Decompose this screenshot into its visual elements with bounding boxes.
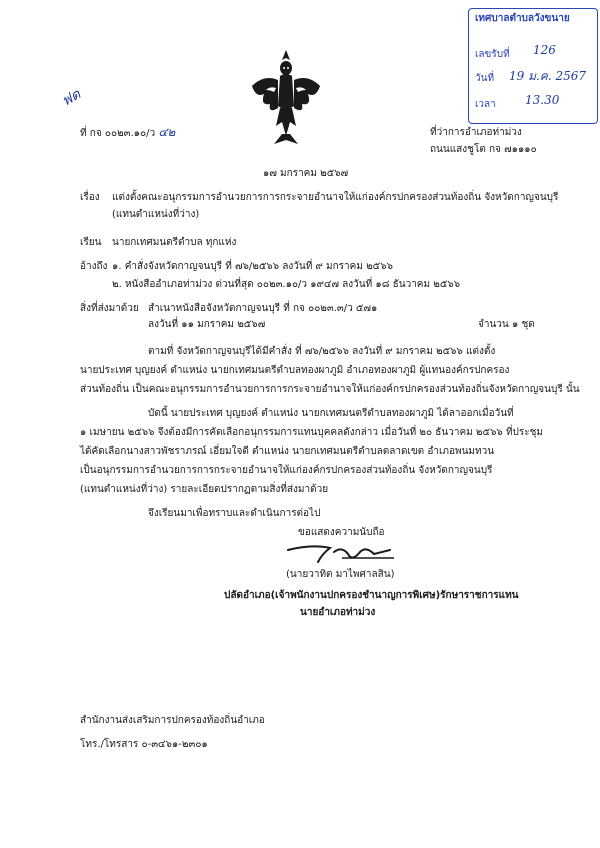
attachment-line-1: สำเนาหนังสือจังหวัดกาญจนบุรี ที่ กจ ๐๐๒๓.๓/ว ๕๗๑ <box>148 303 378 314</box>
recipient-label: เรียน <box>80 237 102 248</box>
reference-number-text: ที่ กจ ๐๐๒๓.๑๐/ว <box>80 128 156 139</box>
office-name: ที่ว่าการอำเภอท่าม่วง <box>430 127 522 138</box>
attachment-label: สิ่งที่ส่งมาด้วย <box>80 303 139 314</box>
stamp-time-value: 13.30 <box>525 93 560 107</box>
office-address: ถนนแสงชูโต กจ ๗๑๑๑๐ <box>430 144 537 155</box>
reference-item-2: ๒. หนังสืออำเภอท่าม่วง ด่วนที่สุด ๐๐๒๓.๑๐/ว ๑๙๔๗ ลงวันที่ ๑๘ ธันวาคม ๒๕๖๖ <box>112 279 461 290</box>
body-paragraph-1-line-3: ส่วนท้องถิ่น เป็นคณะอนุกรรมการอำนวยการการกระจายอำนาจให้แก่องค์กรปกครองส่วนท้องถิ่นจังหวัดกาญจนบุรี นั้น <box>80 384 580 395</box>
receiving-stamp <box>468 8 598 124</box>
body-paragraph-1-line-2: นายประเทศ บุญยงค์ ตำแหน่ง นายกเทศมนตรีตำบลทองผาภูมิ อำเภอทองผาภูมิ ผู้แทนองค์กรปกครอง <box>80 365 510 376</box>
stamp-time-label: เวลา <box>475 99 496 110</box>
stamp-receive-label: เลขรับที่ <box>475 49 510 60</box>
stamp-date-value: 19 ม.ค. 2567 <box>509 69 587 83</box>
body-paragraph-2-line-4: เป็นอนุกรรมการอำนวยการการกระจายอำนาจให้แก่องค์กรปกครองส่วนท้องถิ่น จังหวัดกาญจนบุรี <box>80 465 493 476</box>
reference-number-handwritten: ๔๒ <box>158 125 176 139</box>
attachment-line-2: ลงวันที่ ๑๑ มกราคม ๒๕๖๗ <box>148 319 266 330</box>
recipient-text: นายกเทศมนตรีตำบล ทุกแห่ง <box>112 237 237 248</box>
signature-icon <box>282 540 402 568</box>
closing-text: ขอแสดงความนับถือ <box>298 527 385 538</box>
footer-department: สำนักงานส่งเสริมการปกครองท้องถิ่นอำเภอ <box>80 715 265 726</box>
signer-position-2: นายอำเภอท่าม่วง <box>300 607 376 618</box>
signer-name: (นายวาทิต มาไพศาลสิน) <box>286 569 395 580</box>
body-paragraph-2-line-5: (แทนตำแหน่งที่ว่าง) รายละเอียดปรากฏตามสิ่งที่ส่งมาด้วย <box>80 484 329 495</box>
stamp-office: เทศบาลตำบลวังขนาย <box>475 13 570 24</box>
body-paragraph-2-line-2: ๑ เมษายน ๒๕๖๖ จึงต้องมีการคัดเลือกอนุกรรมการแทนบุคคลดังกล่าว เมื่อวันที่ ๒๐ ธันวาคม ๒๕๖๖ ที่ประชุม <box>80 427 544 438</box>
body-paragraph-2-line-3: ได้คัดเลือกนางสาวพัชราภรณ์ เอี่ยมใจดี ตำแหน่ง นายกเทศมนตรีตำบลตลาดเขต อำเภอพนมทวน <box>80 446 495 457</box>
attachment-quantity: จำนวน ๑ ชุด <box>478 319 535 330</box>
margin-note: ฟด <box>59 86 84 110</box>
stamp-receive-no: 126 <box>533 43 556 57</box>
body-paragraph-2-line-1: บัดนี้ นายประเทศ บุญยงค์ ตำแหน่ง นายกเทศมนตรีตำบลทองผาภูมิ ได้ลาออกเมื่อวันที่ <box>148 408 514 419</box>
subject-label: เรื่อง <box>80 192 100 203</box>
body-paragraph-1-line-1: ตามที่ จังหวัดกาญจนบุรีได้มีคำสั่ง ที่ ๗๖/๒๕๖๖ ลงวันที่ ๙ มกราคม ๒๕๖๖ แต่งตั้ง <box>148 346 496 357</box>
document-date: ๑๗ มกราคม ๒๕๖๗ <box>263 168 349 179</box>
garuda-emblem-icon <box>246 46 326 146</box>
body-paragraph-3: จึงเรียนมาเพื่อทราบและดำเนินการต่อไป <box>148 508 321 519</box>
reference-label: อ้างถึง <box>80 261 108 272</box>
stamp-date-label: วันที่ <box>475 73 495 84</box>
subject-line-1: แต่งตั้งคณะอนุกรรมการอำนวยการการกระจายอำนาจให้แก่องค์กรปกครองส่วนท้องถิ่น จังหวัดกาญจนบุรี <box>112 192 559 203</box>
reference-item-1: ๑. คำสั่งจังหวัดกาญจนบุรี ที่ ๗๖/๒๕๖๖ ลงวันที่ ๙ มกราคม ๒๕๖๖ <box>112 261 393 272</box>
signer-position-1: ปลัดอำเภอ(เจ้าพนักงานปกครองชำนาญการพิเศษ)รักษาราชการแทน <box>224 590 519 601</box>
footer-phone: โทร./โทรสาร ๐-๓๔๖๑-๒๓๐๑ <box>80 739 208 750</box>
reference-number <box>80 126 175 140</box>
subject-line-2: (แทนตำแหน่งที่ว่าง) <box>112 209 200 220</box>
